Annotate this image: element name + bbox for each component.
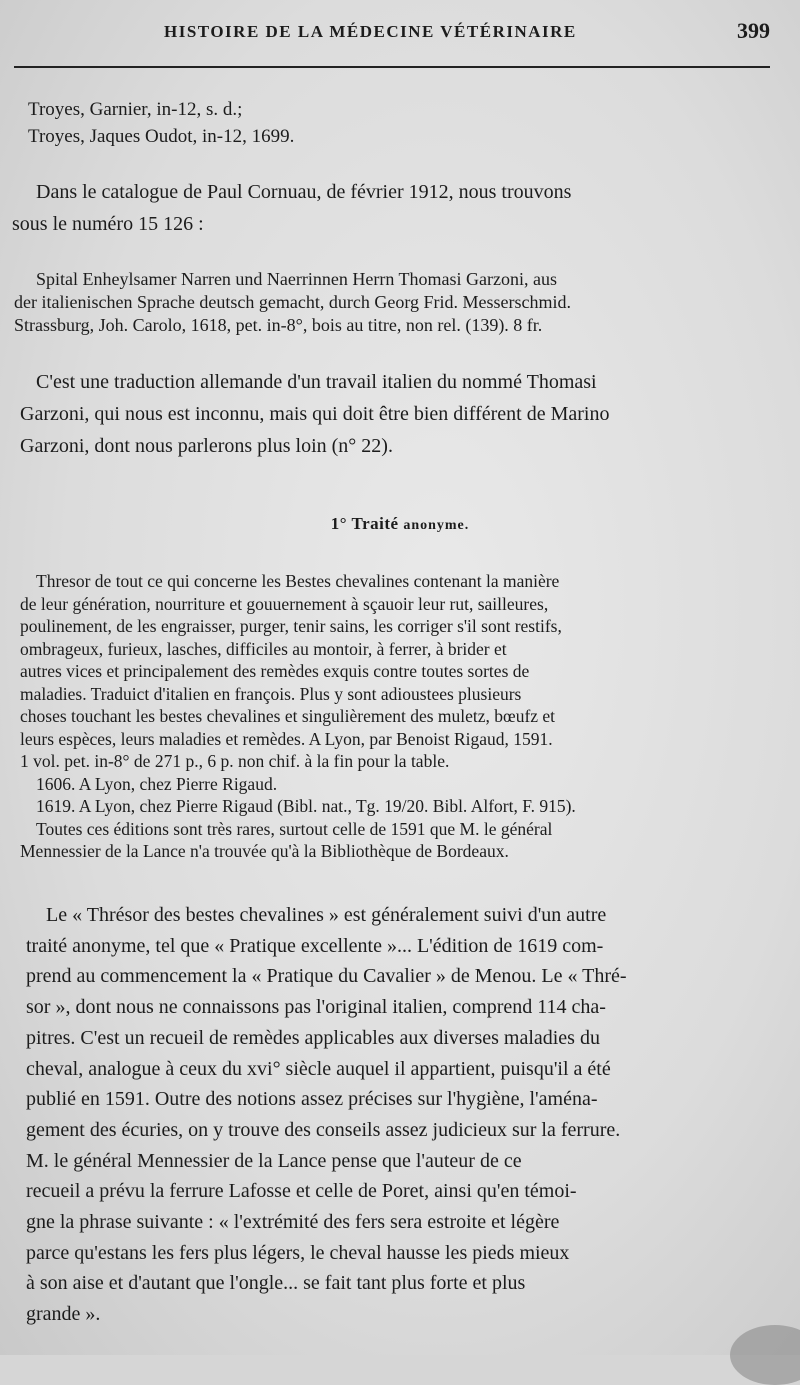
page-corner-shadow [730,1325,800,1385]
intro-paragraph [0,176,800,240]
citation-line: choses touchant les bestes chevalines et singulièrement des muletz, bœufz et [20,706,556,726]
citation-line: maladies. Traduict d'italien en françois. Plus y sont adioustees plusieurs [20,683,522,704]
citation-line: Strassburg, Joh. Carolo, 1618, pet. in-8°, bois au titre, non rel. (139). 8 fr. [14,315,543,335]
citation-line: de leur génération, nourriture et gouuernement à sçauoir leur rut, sailleures, [20,593,549,614]
page-header [14,14,770,54]
translation-paragraph [0,366,800,462]
citation-line: autres vices et principalement des remèdes exquis contre toutes sortes de [20,661,530,681]
text-line: pitres. C'est un recueil de remèdes applicables aux diverses maladies du [26,1026,600,1049]
citation-line: Thresor de tout ce qui concerne les Bestes chevalines contenant la manière [36,571,560,591]
citation-line: leurs espèces, leurs maladies et remèdes. A Lyon, par Benoist Rigaud, 1591. [20,728,553,749]
section-title-rest: anonyme. [403,518,470,533]
section-heading [0,514,800,534]
citation-line: 1 vol. pet. in-8° de 271 p., 6 p. non chif. à la fin pour la table. [20,751,450,771]
text-line: Le « Thrésor des bestes chevalines » est généralement suivi d'un autre [46,904,607,926]
text-line: prend au commencement la « Pratique du Cavalier » de Menou. Le « Thré- [26,965,627,988]
citation-line: Mennessier de la Lance n'a trouvée qu'à la Bibliothèque de Bordeaux. [20,841,509,861]
citation-thresor [0,570,800,863]
text-line: gement des écuries, on y trouve des conseils assez judicieux sur la ferrure. [26,1118,621,1141]
text-line: à son aise et d'autant que l'ongle... se fait tant plus forte et plus [26,1272,526,1295]
edition-line: Troyes, Jaques Oudot, in-12, 1699. [28,126,295,147]
citation-garzoni [0,268,800,337]
page-number: 399 [737,18,770,43]
text-line: gne la phrase suivante : « l'extrémité des fers sera estroite et légère [26,1211,560,1234]
text-line: parce qu'estans les fers plus légers, le cheval hausse les pieds mieux [26,1241,570,1264]
citation-line: 1606. A Lyon, chez Pierre Rigaud. [36,773,278,794]
text-line: grande ». [26,1303,101,1326]
header-rule [14,66,770,68]
running-head: HISTOIRE DE LA MÉDECINE VÉTÉRINAIRE [164,22,577,41]
text-line: Garzoni, dont nous parlerons plus loin (n° 22). [20,435,393,457]
text-line: publié en 1591. Outre des notions assez précises sur l'hygiène, l'aména- [26,1088,598,1111]
edition-list [28,96,800,150]
citation-line: 1619. A Lyon, chez Pierre Rigaud (Bibl. nat., Tg. 19/20. Bibl. Alfort, F. 915). [36,796,576,816]
text-line: Garzoni, qui nous est inconnu, mais qui doit être bien différent de Marino [20,403,610,425]
text-line: sor », dont nous ne connaissons pas l'original italien, comprend 114 cha- [26,996,606,1019]
discussion-paragraph [0,900,800,1330]
citation-line: Spital Enheylsamer Narren und Naerrinnen Herrn Thomasi Garzoni, aus [36,269,557,289]
text-line: C'est une traduction allemande d'un travail italien du nommé Thomasi [36,371,597,393]
section-title-caps: Traité [351,514,399,533]
text-line: M. le général Mennessier de la Lance pense que l'auteur de ce [26,1149,522,1172]
citation-line: Toutes ces éditions sont très rares, surtout celle de 1591 que M. le général [36,818,553,839]
text-line: traité anonyme, tel que « Pratique excellente »... L'édition de 1619 com- [26,934,604,957]
citation-line: der italienischen Sprache deutsch gemacht, durch Georg Frid. Messerschmid. [14,292,572,312]
citation-line: ombrageux, furieux, lasches, difficiles au montoir, à ferrer, à brider et [20,638,507,659]
section-number: 1° [330,514,348,533]
text-line: sous le numéro 15 126 : [12,213,204,235]
text-line: cheval, analogue à ceux du xvi° siècle auquel il appartient, puisqu'il a été [26,1057,611,1080]
text-line: recueil a prévu la ferrure Lafosse et celle de Poret, ainsi qu'en témoi- [26,1180,577,1203]
edition-line: Troyes, Garnier, in-12, s. d.; [28,99,243,120]
text-line: Dans le catalogue de Paul Cornuau, de février 1912, nous trouvons [36,181,572,203]
citation-line: poulinement, de les engraisser, purger, tenir sains, les corriger s'il sont restifs, [20,616,562,636]
